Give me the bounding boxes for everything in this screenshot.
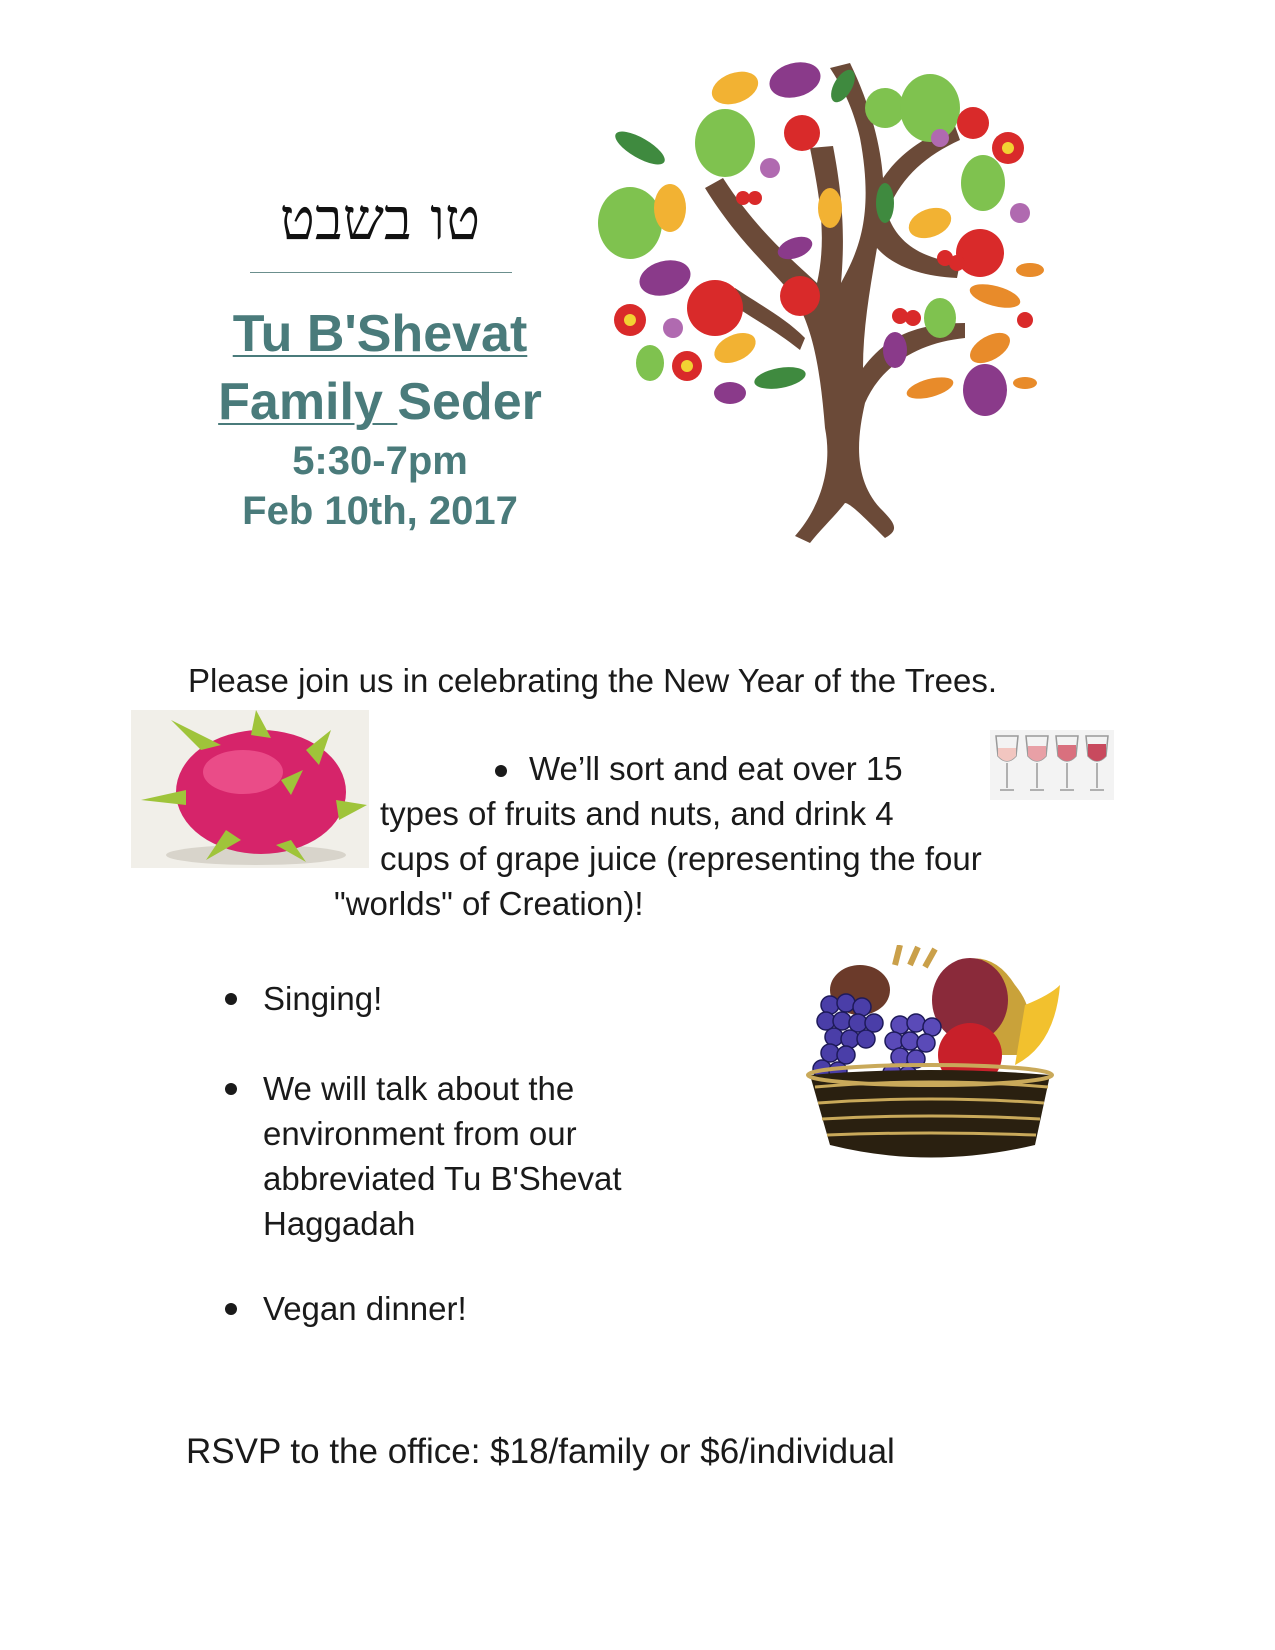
dragon-fruit-photo (131, 710, 369, 868)
bullet-environment (225, 1066, 622, 1246)
event-date: Feb 10th, 2017 (242, 489, 518, 533)
bullet-dot (495, 765, 507, 777)
page-title-line1: Tu B'Shevat (232, 305, 528, 363)
hebrew-title: טו בשבט (279, 185, 481, 253)
fruit-tree-illustration (595, 38, 1115, 558)
title-family: Family (218, 373, 398, 431)
four-wine-glasses-photo (990, 730, 1114, 800)
intro-text: Please join us in celebrating the New Year of the Trees. (188, 662, 997, 699)
fruits-line3: cups of grape juice (representing the four (380, 840, 982, 877)
fruits-line2: types of fruits and nuts, and drink 4 (380, 795, 894, 832)
bullet-dot (225, 1303, 237, 1315)
rsvp-text: RSVP to the office: $18/family or $6/individual (186, 1432, 895, 1471)
fruit-basket-illustration (800, 945, 1065, 1175)
bullet-dot (225, 1083, 237, 1095)
bullet-singing: Singing! (225, 976, 382, 1021)
bullet-dot (225, 993, 237, 1005)
fruits-line1: We’ll sort and eat over 15 (495, 746, 903, 791)
environment-text: We will talk about the environment from our abbreviated Tu B'Shevat Haggadah (263, 1070, 622, 1242)
fruits-line4: "worlds" of Creation)! (334, 885, 644, 922)
hebrew-title-underline (250, 272, 512, 273)
bullet-dinner: Vegan dinner! (225, 1286, 467, 1331)
page-title-line2 (170, 368, 590, 436)
title-block (170, 300, 590, 536)
event-time: 5:30-7pm (292, 439, 468, 483)
title-seder: Seder (397, 373, 542, 431)
